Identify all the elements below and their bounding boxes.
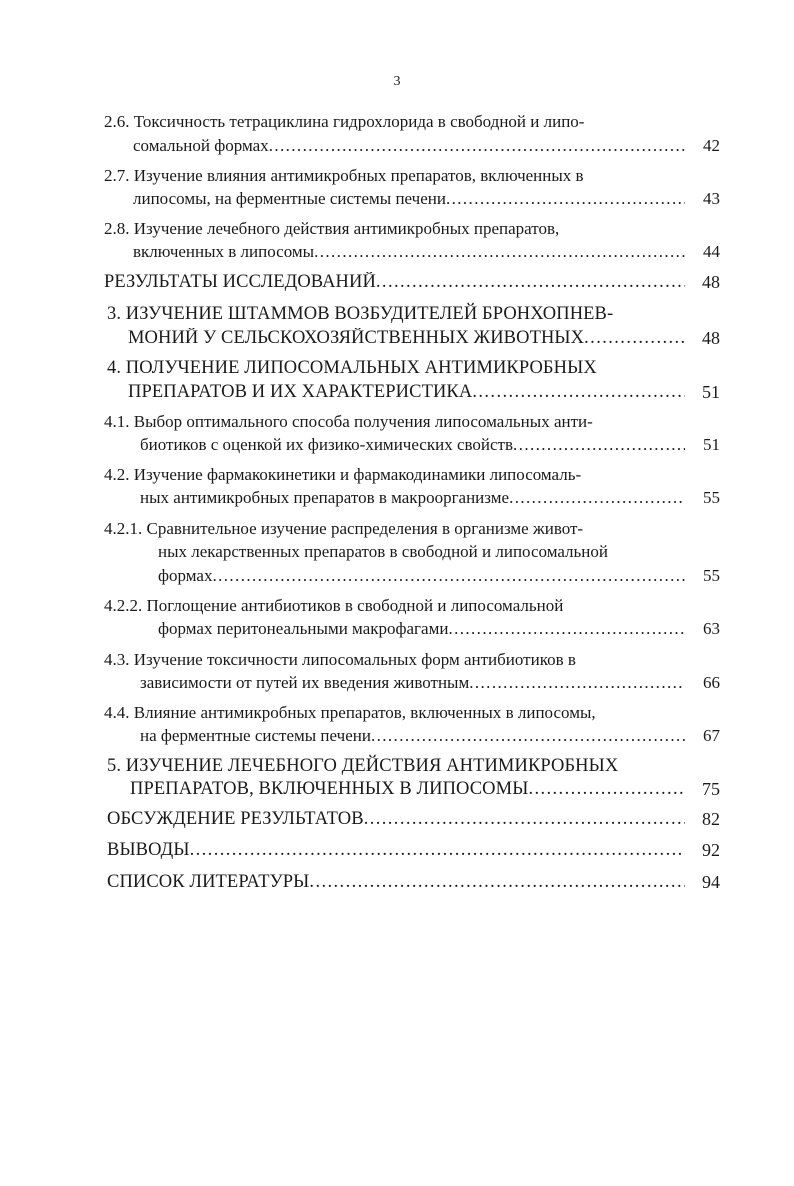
toc-entry-label: липосомы, на ферментные системы печени xyxy=(133,189,446,208)
toc-entry-line xyxy=(133,189,685,209)
leader-dots xyxy=(509,488,685,508)
toc-entry-line xyxy=(140,726,685,746)
toc-entry-label: на ферментные системы печени xyxy=(140,726,371,745)
toc-entry-label: ных антимикробных препаратов в макроорганизме xyxy=(140,488,510,507)
toc-entry-line: 4.2.2. Поглощение антибиотиков в свободной и липосомальной xyxy=(104,596,564,615)
toc-entry-line: 4.1. Выбор оптимального способа получения липосомальных анти- xyxy=(104,412,593,431)
toc-page-number: 48 xyxy=(702,272,720,292)
toc-page-number: 92 xyxy=(702,840,720,860)
toc-entry-line xyxy=(107,840,685,860)
toc-entry-label: сомальной формах xyxy=(133,136,269,155)
toc-entry-label: ПРЕПАРАТОВ, ВКЛЮЧЕННЫХ В ЛИПОСОМЫ xyxy=(130,779,529,799)
page-number: 3 xyxy=(393,74,401,89)
toc-page-number: 43 xyxy=(703,189,720,208)
leader-dots xyxy=(513,435,685,455)
leader-dots xyxy=(528,779,685,799)
toc-page-number: 48 xyxy=(702,328,720,348)
toc-entry-line xyxy=(140,488,685,508)
toc-page-number: 63 xyxy=(703,619,720,638)
toc-entry-line: 2.7. Изучение влияния антимикробных препаратов, включенных в xyxy=(104,166,584,185)
toc-page-number: 55 xyxy=(703,488,720,507)
toc-entry-label: биотиков с оценкой их физико-химических свойств xyxy=(140,435,514,454)
leader-dots xyxy=(371,726,685,746)
leader-dots xyxy=(212,566,685,586)
toc-entry-line: 5. ИЗУЧЕНИЕ ЛЕЧЕБНОГО ДЕЙСТВИЯ АНТИМИКРОБНЫХ xyxy=(107,756,619,776)
leader-dots xyxy=(469,673,685,693)
toc-page-number: 51 xyxy=(702,382,720,402)
toc-entry-line xyxy=(104,272,685,292)
leader-dots xyxy=(472,382,685,402)
leader-dots xyxy=(309,872,685,892)
toc-entry-line xyxy=(133,136,685,156)
toc-entry-label: ПРЕПАРАТОВ И ИХ ХАРАКТЕРИСТИКА xyxy=(128,382,473,402)
leader-dots xyxy=(364,809,685,829)
toc-entry-line xyxy=(140,673,685,693)
toc-entry-line xyxy=(130,779,685,799)
toc-page-number: 51 xyxy=(703,435,720,454)
leader-dots xyxy=(269,136,685,156)
toc-entry-line: 2.8. Изучение лечебного действия антимикробных препаратов, xyxy=(104,219,560,238)
toc-entry-line xyxy=(107,809,685,829)
toc-entry-line: 4.2.1. Сравнительное изучение распределения в организме живот- xyxy=(104,519,584,538)
toc-entry-label: СПИСОК ЛИТЕРАТУРЫ xyxy=(107,872,310,892)
toc-entry-line: ных лекарственных препаратов в свободной и липосомальной xyxy=(158,542,608,561)
toc-entry-line: 4. ПОЛУЧЕНИЕ ЛИПОСОМАЛЬНЫХ АНТИМИКРОБНЫХ xyxy=(107,358,597,378)
toc-entry-line: 4.4. Влияние антимикробных препаратов, включенных в липосомы, xyxy=(104,703,596,722)
leader-dots xyxy=(376,272,685,292)
toc-entry-line xyxy=(140,435,685,455)
toc-entry-line: 4.2. Изучение фармакокинетики и фармакодинамики липосомаль- xyxy=(104,465,582,484)
leader-dots xyxy=(314,242,685,262)
toc-page-number: 82 xyxy=(702,809,720,829)
toc-entry-line xyxy=(128,328,685,348)
toc-page-number: 66 xyxy=(703,673,720,692)
toc-page-number: 42 xyxy=(703,136,720,155)
toc-entry-label: формах xyxy=(158,566,213,585)
toc-entry-line: 2.6. Токсичность тетрациклина гидрохлорида в свободной и липо- xyxy=(104,112,585,131)
toc-entry-line xyxy=(158,619,685,639)
leader-dots xyxy=(446,189,685,209)
toc-page-number: 55 xyxy=(703,566,720,585)
toc-entry-label: МОНИЙ У СЕЛЬСКОХОЗЯЙСТВЕННЫХ ЖИВОТНЫХ xyxy=(128,328,585,348)
toc-entry-line: 3. ИЗУЧЕНИЕ ШТАММОВ ВОЗБУДИТЕЛЕЙ БРОНХОПНЕВ- xyxy=(107,304,614,324)
toc-entry-label: включенных в липосомы xyxy=(133,242,315,261)
toc-page-number: 94 xyxy=(702,872,720,892)
toc-entry-line: 4.3. Изучение токсичности липосомальных форм антибиотиков в xyxy=(104,650,576,669)
toc-entry-line xyxy=(133,242,685,262)
toc-entry-label: зависимости от путей их введения животным xyxy=(140,673,470,692)
leader-dots xyxy=(190,840,685,860)
toc-entry-line xyxy=(158,566,685,586)
leader-dots xyxy=(584,328,685,348)
toc-entry-label: ВЫВОДЫ xyxy=(107,840,190,860)
toc-page-number: 44 xyxy=(703,242,720,261)
toc-entry-label: формах перитонеальными макрофагами xyxy=(158,619,449,638)
toc-entry-line xyxy=(107,872,685,892)
toc-page-number: 67 xyxy=(703,726,720,745)
leader-dots xyxy=(448,619,685,639)
toc-entry-label: ОБСУЖДЕНИЕ РЕЗУЛЬТАТОВ xyxy=(107,809,364,829)
toc-entry-line xyxy=(128,382,685,402)
toc-page-number: 75 xyxy=(702,779,720,799)
toc-entry-label: РЕЗУЛЬТАТЫ ИССЛЕДОВАНИЙ xyxy=(104,272,376,292)
